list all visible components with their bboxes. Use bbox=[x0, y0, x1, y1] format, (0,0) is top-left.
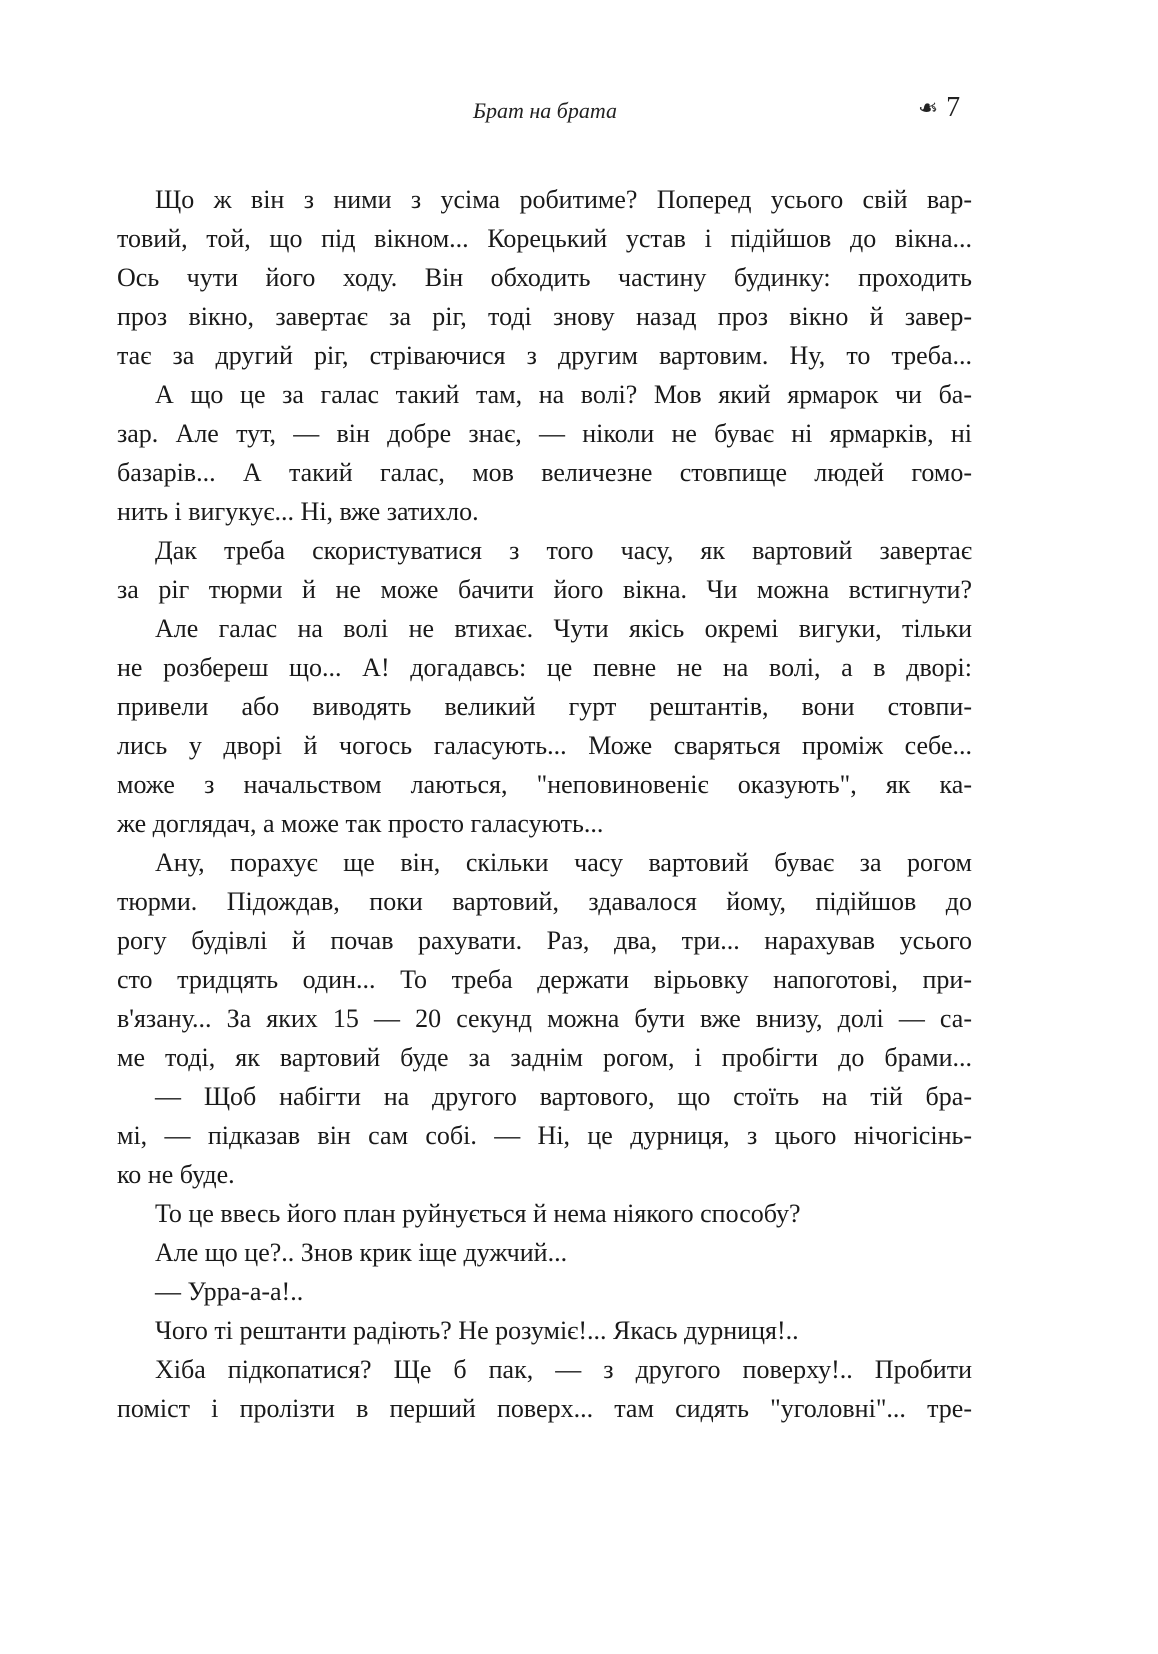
text-line: проз вікно, завертає за ріг, тоді знову назад проз вікно й завер- bbox=[117, 302, 972, 331]
text-line: рогу будівлі й почав рахувати. Раз, два, три... нарахував усього bbox=[117, 926, 972, 955]
text-line: Ану, порахує ще він, скільки часу вартовий буває за рогом bbox=[155, 848, 972, 877]
text-line: в'язану... За яких 15 — 20 секунд можна бути вже внизу, долі — са- bbox=[117, 1004, 972, 1033]
text-line: сто тридцять один... То треба держати вірьовку напоготові, при- bbox=[117, 965, 972, 994]
text-line: привели або виводять великий гурт рештантів, вони стовпи- bbox=[117, 692, 972, 721]
text-line: ко не буде. bbox=[117, 1160, 235, 1189]
body-text bbox=[117, 180, 972, 1428]
text-line: ме тоді, як вартовий буде за заднім рогом, і пробігти до брами... bbox=[117, 1043, 972, 1072]
text-line: То це ввесь його план руйнується й нема ніякого способу? bbox=[155, 1199, 801, 1228]
text-line: за ріг тюрми й не може бачити його вікна. Чи можна встигнути? bbox=[117, 575, 972, 604]
text-line: може з начальством лаються, "неповиновеніє оказують", як ка- bbox=[117, 770, 972, 799]
text-line: мі, — підказав він сам собі. — Ні, це дурниця, з цього нічогісінь- bbox=[117, 1121, 972, 1150]
running-head-title: Брат на брата bbox=[473, 98, 617, 123]
text-line: Дак треба скористуватися з того часу, як вартовий завертає bbox=[155, 536, 972, 565]
text-line: Чого ті рештанти радіють? Не розуміє!... Якась дурниця!.. bbox=[155, 1316, 799, 1345]
text-line: Але галас на волі не втихає. Чути якісь окремі вигуки, тільки bbox=[155, 614, 972, 643]
text-line: базарів... А такий галас, мов величезне стовпище людей гомо- bbox=[117, 458, 972, 487]
text-line: Що ж він з ними з усіма робитиме? Поперед усього свій вар- bbox=[155, 185, 972, 214]
text-line: — Щоб набігти на другого вартового, що стоїть на тій бра- bbox=[155, 1082, 972, 1111]
fleuron-icon: ❧ bbox=[918, 95, 939, 122]
text-line: нить і вигукує... Ні, вже затихло. bbox=[117, 497, 479, 526]
text-line: тає за другий ріг, стріваючися з другим вартовим. Ну, то треба... bbox=[117, 341, 972, 370]
text-line: А що це за галас такий там, на волі? Мов який ярмарок чи ба- bbox=[155, 380, 972, 409]
text-line: — Урра-а-а!.. bbox=[155, 1277, 304, 1306]
text-line: тюрми. Підождав, поки вартовий, здавалося йому, підійшов до bbox=[117, 887, 972, 916]
text-line: зар. Але тут, — він добре знає, — ніколи не буває ні ярмарків, ні bbox=[117, 419, 972, 448]
text-line: поміст і пролізти в перший поверх... там сидять "уголовні"... тре- bbox=[117, 1394, 972, 1423]
text-line: Але що це?.. Знов крик іще дужчий... bbox=[155, 1238, 568, 1267]
text-line: товий, той, що під вікном... Корецький устав і підійшов до вікна... bbox=[117, 224, 972, 253]
text-line: Хіба підкопатися? Ще б пак, — з другого поверху!.. Пробити bbox=[155, 1355, 972, 1384]
text-line: не розбереш що... А! догадавсь: це певне не на волі, а в дворі: bbox=[117, 653, 972, 682]
page-folio bbox=[918, 92, 960, 124]
page-number: 7 bbox=[946, 92, 961, 123]
text-line: Ось чути його ходу. Він обходить частину будинку: проходить bbox=[117, 263, 972, 292]
text-line: же доглядач, а може так просто галасують... bbox=[117, 809, 604, 838]
text-line: лись у дворі й чогось галасують... Може сваряться проміж себе... bbox=[117, 731, 972, 760]
